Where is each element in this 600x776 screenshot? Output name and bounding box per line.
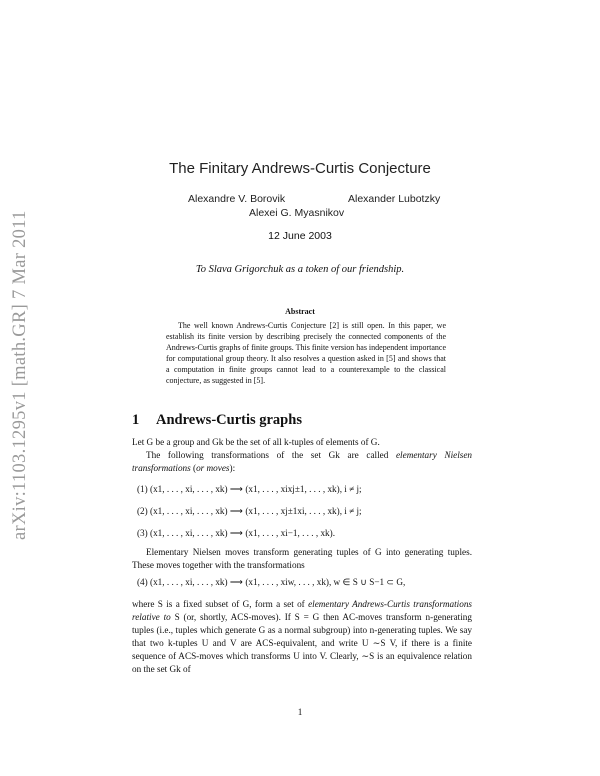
paper-title: The Finitary Andrews-Curtis Conjecture (169, 160, 431, 177)
paragraph-2-end: ): (229, 463, 236, 473)
paragraph-4 (132, 598, 472, 676)
author-3: Alexei G. Myasnikov (249, 207, 345, 219)
paragraph-4-start: where S is a fixed subset of G, form a set of (132, 599, 309, 609)
paragraph-1-text: Let G be a group and Gk be the set of all k-tuples of elements of G. (132, 437, 380, 447)
abstract-text: The well known Andrews-Curtis Conjecture [2] is still open. In this paper, we establish its finite version by describing precisely the connected components of the Andrews-Curtis graphs of finite groups. This finite version has independent importance for computational group theory. It also resolves a question asked in [5] and shows that a computation in finite groups cannot lead to a counterexample to the classical conjecture, as suggested in [5]. (166, 321, 447, 385)
section-heading (132, 412, 302, 429)
paragraph-2-emphasis-2: or moves (196, 463, 230, 473)
author-1: Alexandre V. Borovik (188, 193, 286, 205)
paragraph-3 (132, 546, 472, 572)
author-2: Alexander Lubotzky (348, 193, 441, 205)
page-number: 1 (297, 707, 303, 717)
abstract-heading: Abstract (285, 307, 315, 316)
paragraph-3-text: Elementary Nielsen moves transform generating tuples of G into generating tuples. These moves together with the transformations (132, 547, 472, 570)
paragraph-4-emphasis: elementary Andrews-Curtis transformations relative to (132, 599, 472, 622)
paragraph-2-start: The following transformations of the set Gk are called (146, 450, 396, 460)
equation-4: (4) (x1, . . . , xi, . . . , xk) ⟶ (x1, . . . , xiw, . . . , xk), w ∈ S ∪ S−1 ⊂ G, (137, 577, 406, 587)
equation-2: (2) (x1, . . . , xi, . . . , xk) ⟶ (x1, . . . , xj±1xi, . . . , xk), i ≠ j; (137, 506, 362, 516)
paragraph-2-emphasis: elementary Nielsen transformations (132, 450, 473, 473)
paragraph-1 (132, 436, 472, 449)
equation-1: (1) (x1, . . . , xi, . . . , xk) ⟶ (x1, . . . , xixj±1, . . . , xk), i ≠ j; (137, 484, 362, 494)
paragraph-4-rest: S (or, shortly, ACS-moves). If S = G then AC-moves transform n-generating tuples (i.e., tuples which generate G as a normal subgroup) into n-generating tuples. We say that two k-tuples U and V are ACS-equivalent, and write U ∼S V, if there is a finite sequence of ACS-moves which transforms U into V. Clearly, ∼S is an equivalence relation on the set Gk of (132, 612, 472, 674)
paper-date: 12 June 2003 (268, 230, 332, 242)
dedication: To Slava Grigorchuk as a token of our friendship. (195, 264, 405, 275)
abstract-body (166, 320, 446, 386)
equation-3: (3) (x1, . . . , xi, . . . , xk) ⟶ (x1, . . . , xi−1, . . . , xk). (137, 528, 336, 538)
paragraph-2-mid: ( (190, 463, 197, 473)
section-number: 1 (132, 412, 140, 428)
arxiv-identifier: arXiv:1103.1295v1 [math.GR] 7 Mar 2011 (10, 210, 30, 540)
paragraph-2 (132, 449, 472, 475)
section-title: Andrews-Curtis graphs (156, 412, 302, 428)
